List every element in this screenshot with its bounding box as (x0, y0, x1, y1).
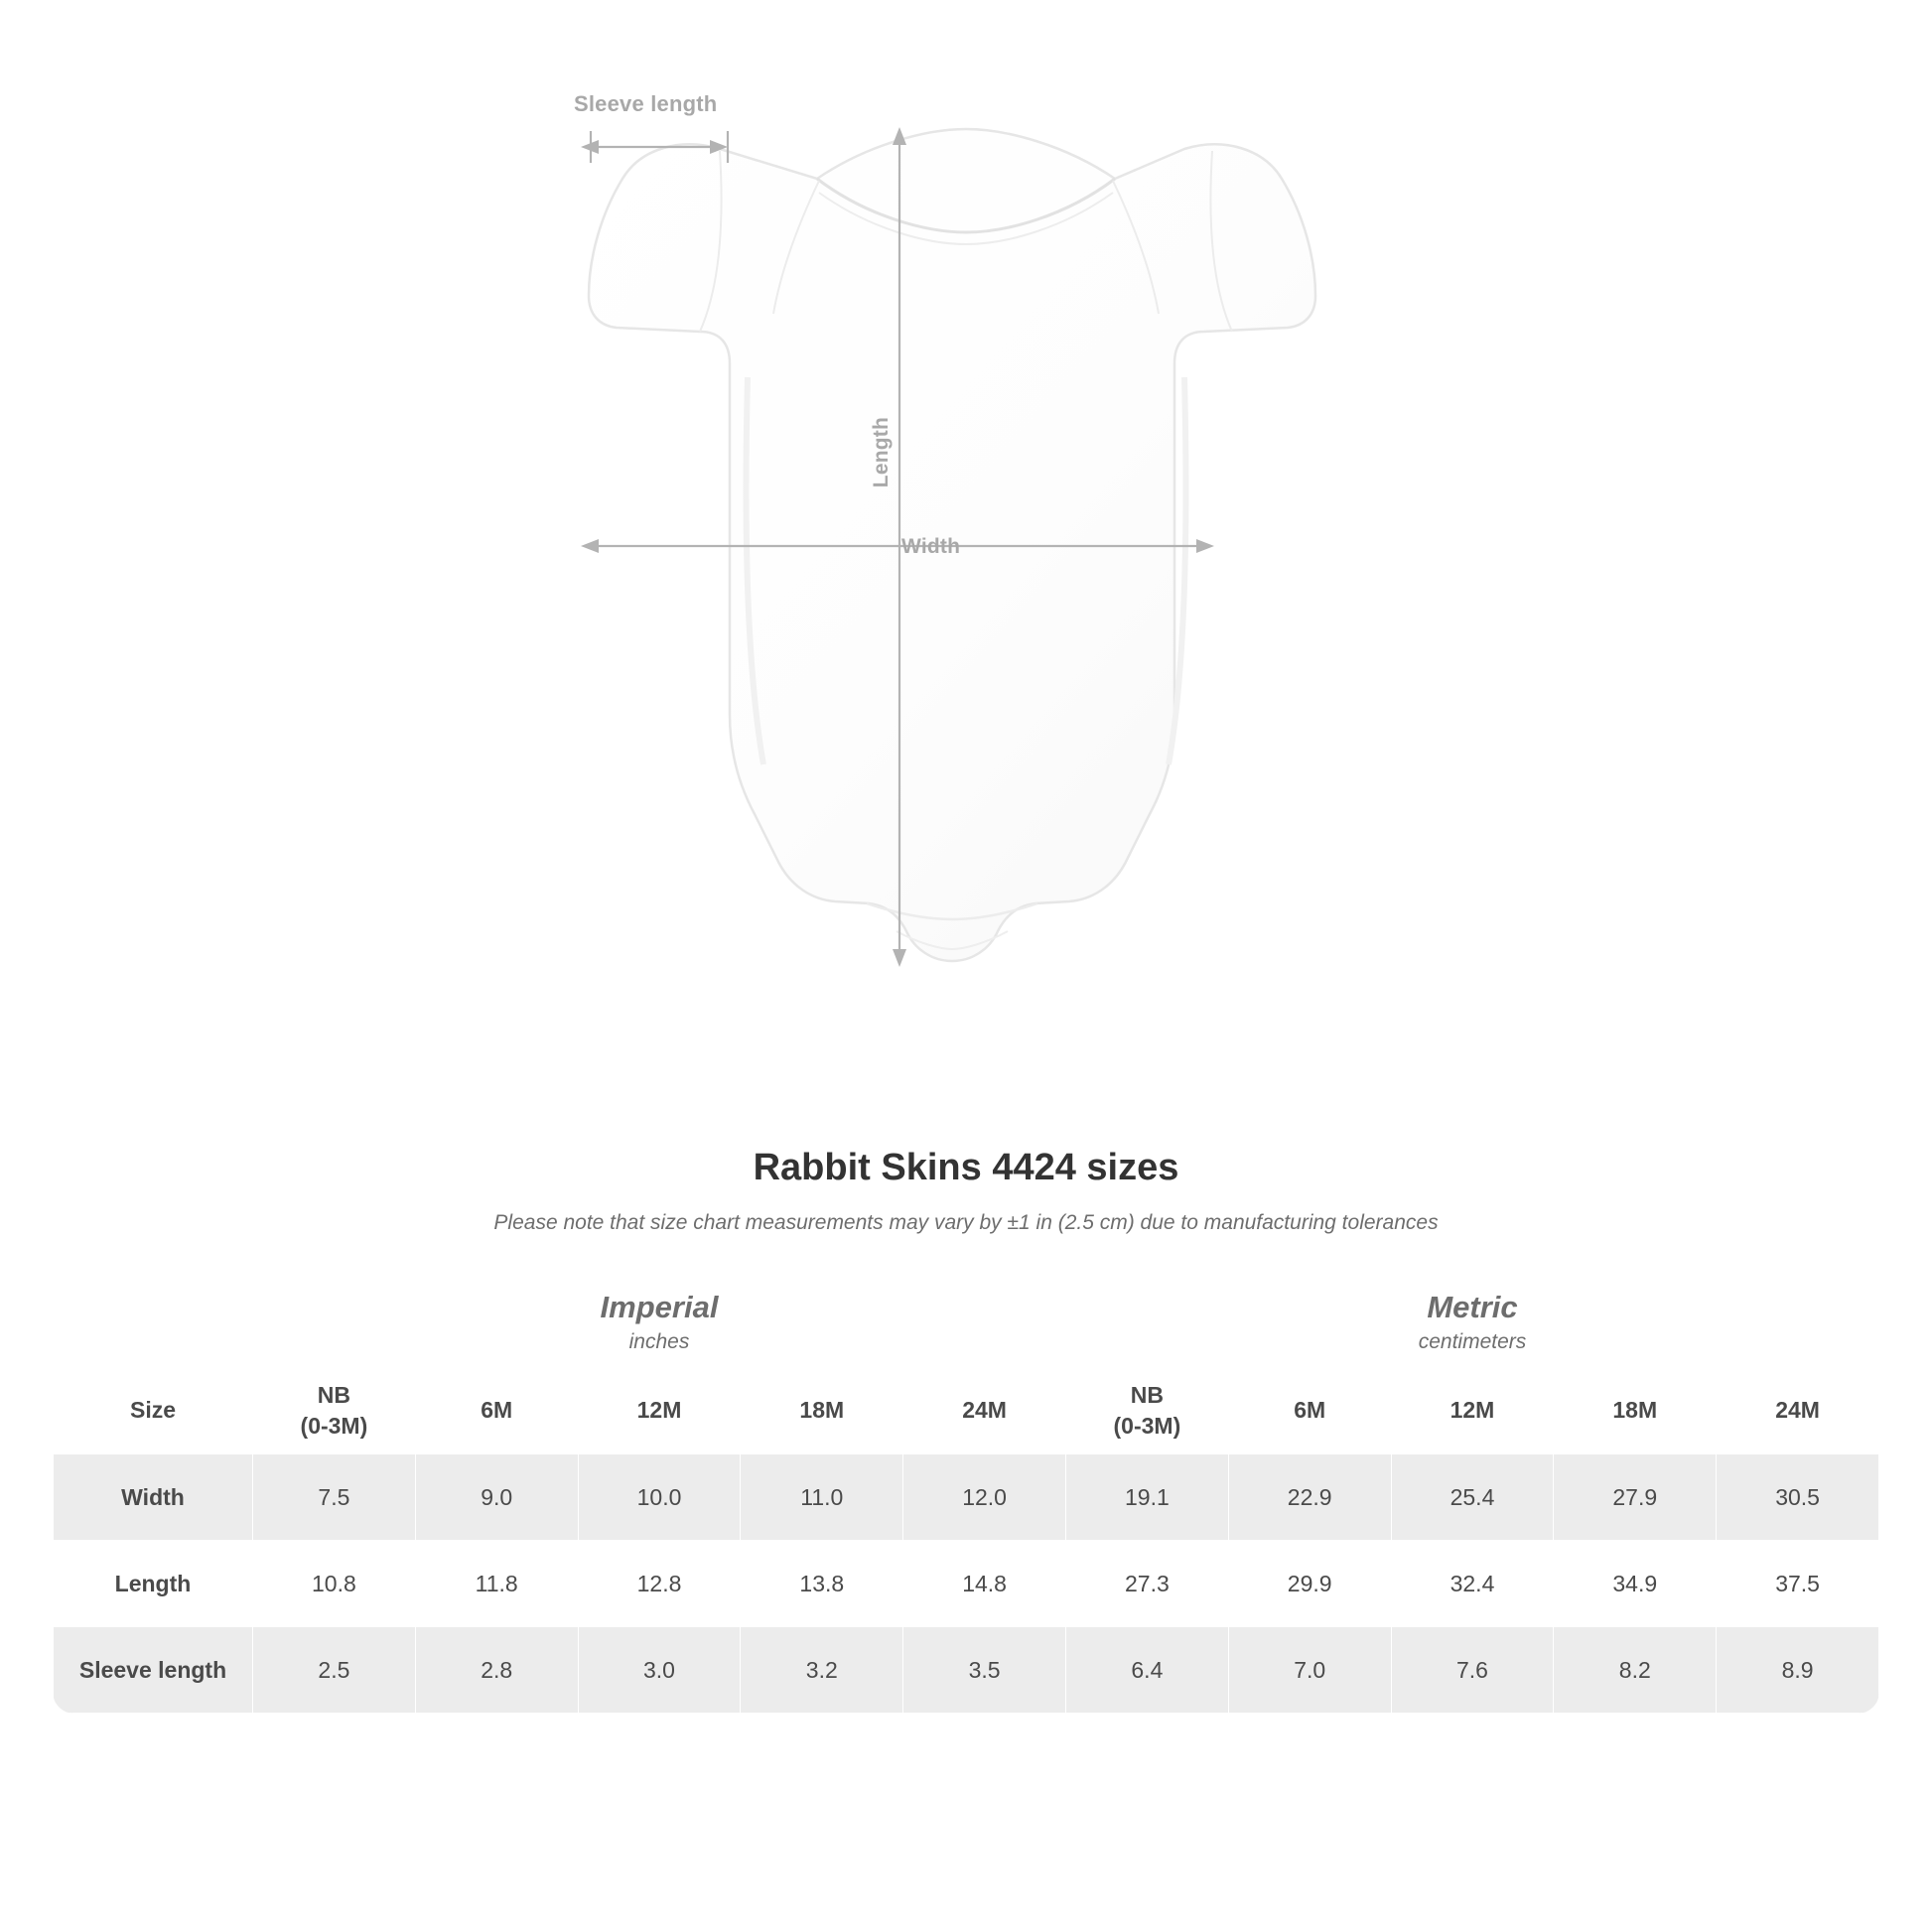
cell-sleeve-9: 8.9 (1717, 1627, 1879, 1714)
bodysuit-svg (569, 119, 1363, 1082)
size-table (53, 1281, 1879, 1714)
unit-group-metric-sub: centimeters (1418, 1330, 1527, 1354)
header-col-9: 24M (1717, 1368, 1879, 1454)
unit-group-imperial-name: Imperial (600, 1290, 719, 1325)
cell-length-1: 11.8 (415, 1541, 578, 1627)
cell-width-3: 11.0 (741, 1454, 903, 1541)
row-label-sleeve-length: Sleeve length (54, 1627, 253, 1714)
cell-width-7: 25.4 (1391, 1454, 1554, 1541)
header-col-0 (253, 1368, 416, 1454)
tolerance-note: Please note that size chart measurements may vary by ±1 in (2.5 cm) due to manufacturing tolerances (493, 1211, 1439, 1234)
size-table-wrap (53, 1281, 1879, 1714)
header-col-4: 24M (903, 1368, 1066, 1454)
cell-width-5: 19.1 (1065, 1454, 1228, 1541)
header-col-8: 18M (1554, 1368, 1717, 1454)
sleeve-length-label: Sleeve length (574, 91, 718, 116)
row-label-width: Width (54, 1454, 253, 1541)
cell-sleeve-7: 7.6 (1391, 1627, 1554, 1714)
cell-sleeve-1: 2.8 (415, 1627, 578, 1714)
width-label: Width (901, 535, 961, 558)
cell-width-4: 12.0 (903, 1454, 1066, 1541)
table-row (54, 1541, 1879, 1627)
cell-width-9: 30.5 (1717, 1454, 1879, 1541)
cell-sleeve-0: 2.5 (253, 1627, 416, 1714)
header-col-0-sub: (0-3M) (300, 1413, 368, 1439)
length-label: Length (870, 417, 893, 488)
cell-length-3: 13.8 (741, 1541, 903, 1627)
unit-group-imperial (253, 1282, 1066, 1368)
cell-width-8: 27.9 (1554, 1454, 1717, 1541)
cell-width-2: 10.0 (578, 1454, 741, 1541)
cell-sleeve-2: 3.0 (578, 1627, 741, 1714)
unit-corner-cell (54, 1282, 253, 1368)
cell-sleeve-5: 6.4 (1065, 1627, 1228, 1714)
cell-width-0: 7.5 (253, 1454, 416, 1541)
header-col-0-main: NB (317, 1381, 351, 1408)
page-title: Rabbit Skins 4424 sizes (753, 1147, 1179, 1188)
unit-group-imperial-sub: inches (628, 1330, 690, 1354)
header-size: Size (54, 1368, 253, 1454)
cell-length-2: 12.8 (578, 1541, 741, 1627)
unit-group-metric-name: Metric (1427, 1290, 1518, 1325)
cell-length-9: 37.5 (1717, 1541, 1879, 1627)
header-col-2: 12M (578, 1368, 741, 1454)
header-col-1: 6M (415, 1368, 578, 1454)
column-header-row (54, 1368, 1879, 1454)
cell-length-0: 10.8 (253, 1541, 416, 1627)
cell-length-4: 14.8 (903, 1541, 1066, 1627)
header-col-3: 18M (741, 1368, 903, 1454)
row-label-length: Length (54, 1541, 253, 1627)
table-row (54, 1627, 1879, 1714)
cell-length-6: 29.9 (1228, 1541, 1391, 1627)
cell-length-8: 34.9 (1554, 1541, 1717, 1627)
unit-group-metric (1065, 1282, 1878, 1368)
bodysuit-graphic (569, 119, 1363, 1082)
header-col-7: 12M (1391, 1368, 1554, 1454)
table-row (54, 1454, 1879, 1541)
unit-header-row (54, 1282, 1879, 1368)
title-block (0, 1147, 1932, 1235)
cell-length-7: 32.4 (1391, 1541, 1554, 1627)
header-col-5-sub: (0-3M) (1113, 1413, 1181, 1439)
cell-sleeve-3: 3.2 (741, 1627, 903, 1714)
cell-sleeve-8: 8.2 (1554, 1627, 1717, 1714)
cell-sleeve-6: 7.0 (1228, 1627, 1391, 1714)
header-col-5 (1065, 1368, 1228, 1454)
header-col-6: 6M (1228, 1368, 1391, 1454)
cell-sleeve-4: 3.5 (903, 1627, 1066, 1714)
cell-length-5: 27.3 (1065, 1541, 1228, 1627)
cell-width-1: 9.0 (415, 1454, 578, 1541)
header-col-5-main: NB (1130, 1381, 1164, 1408)
cell-width-6: 22.9 (1228, 1454, 1391, 1541)
